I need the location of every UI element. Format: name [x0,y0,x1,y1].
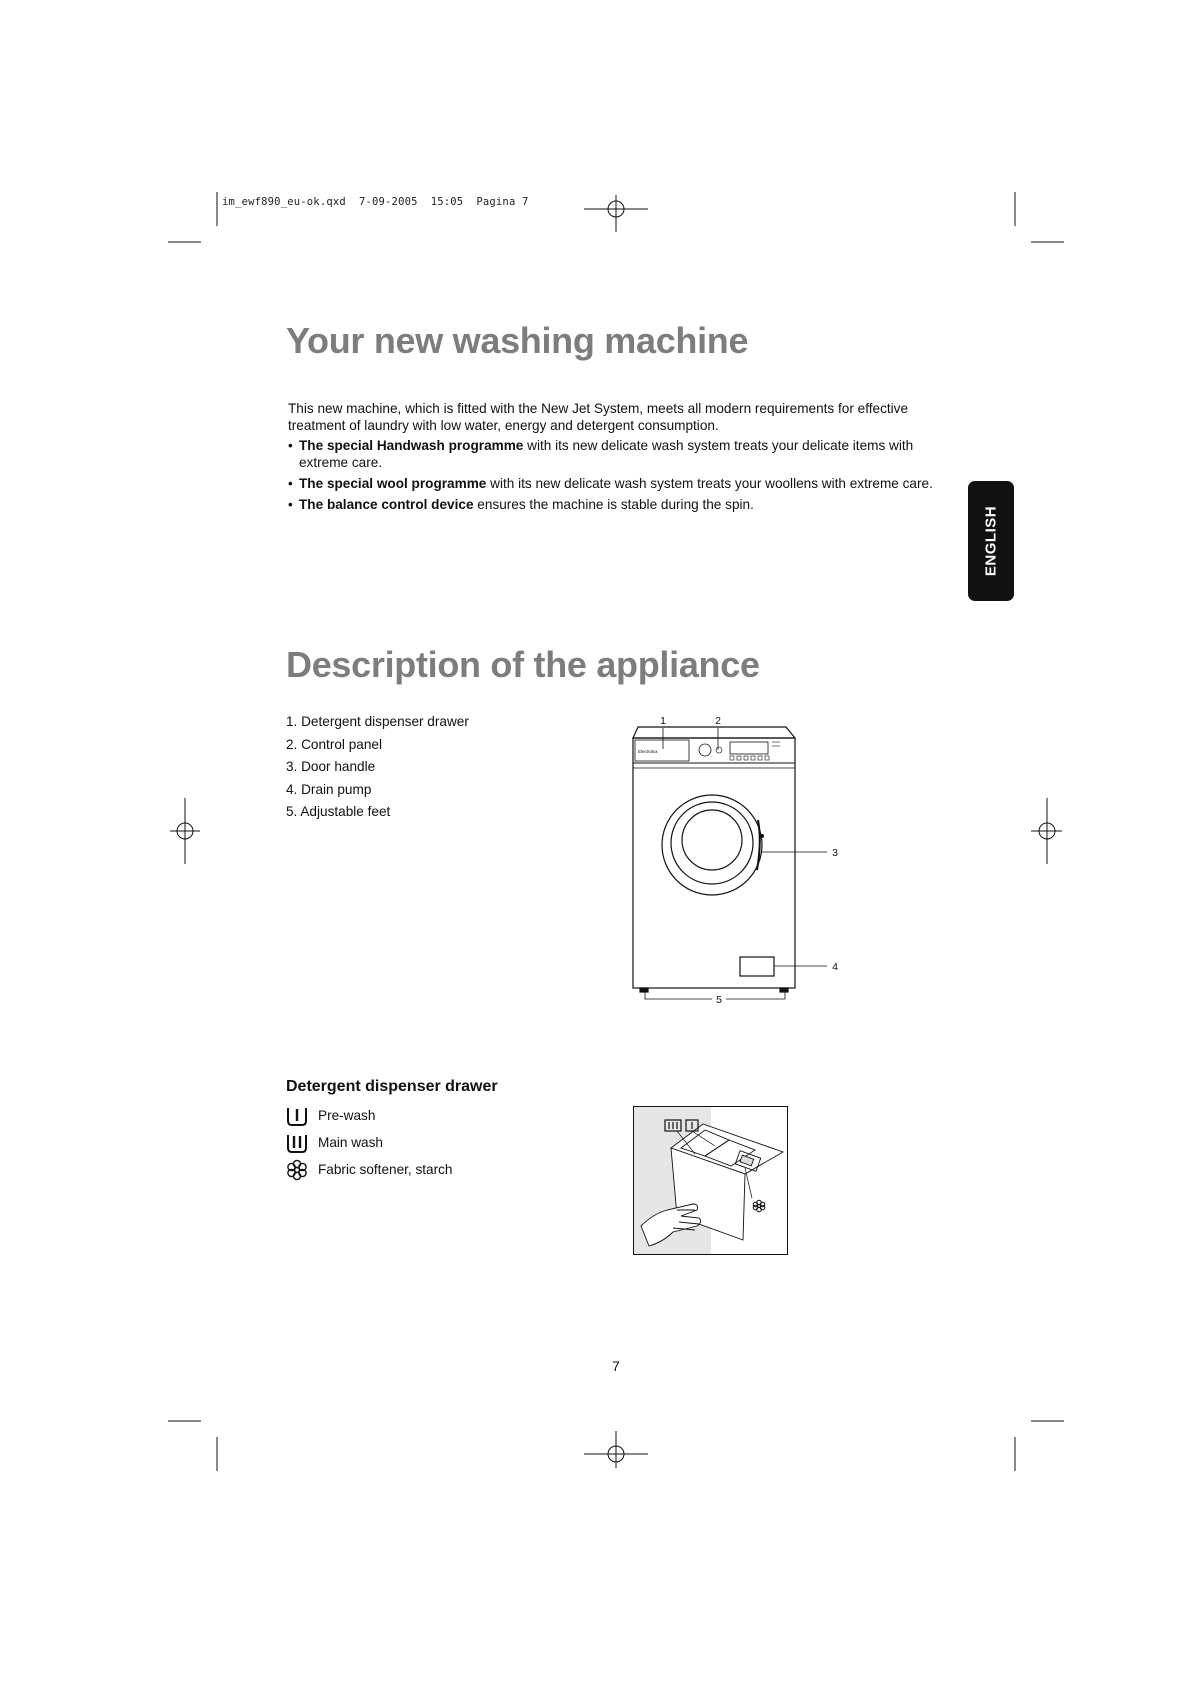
diagram-label-4: 4 [832,961,838,973]
legend-item-main-wash: Main wash [286,1129,452,1156]
language-tab-label: ENGLISH [982,505,1000,577]
drawer-legend [286,1102,452,1183]
diagram-label-2: 2 [715,715,721,727]
diagram-label-3: 3 [832,847,838,859]
parts-list [286,714,469,827]
section-title-description: Description of the appliance [286,644,760,685]
diagram-label-5: 5 [716,994,722,1006]
fabric-softener-icon [286,1159,318,1181]
parts-list-item: 3. Door handle [286,759,376,774]
parts-list-item: 2. Control panel [286,736,382,752]
feature-list [288,437,958,517]
diagram-label-1: 1 [660,715,666,727]
feature-item: • The special wool programme with its new delicate wash system treats your woollens with extreme care. [288,475,958,492]
parts-list-item: 4. Drain pump [286,781,372,797]
language-tab [968,481,1014,601]
dispenser-drawer-illustration [633,1106,788,1255]
main-wash-icon [286,1132,318,1154]
print-slug-line: im_ewf890_eu-ok.qxd 7-09-2005 15:05 Pagina 7 [222,196,529,208]
feature-item: • The special Handwash programme with its new delicate wash system treats your delicate items with extreme care. [288,437,958,471]
washing-machine-diagram [620,712,860,1012]
section-title-new-machine: Your new washing machine [286,320,749,361]
intro-paragraph: This new machine, which is fitted with the New Jet System, meets all modern requirements for effective treatment of laundry with low water, energy and detergent consumption. [288,401,909,433]
legend-item-fabric-softener: Fabric softener, starch [286,1156,452,1183]
legend-item-pre-wash: Pre-wash [286,1102,452,1129]
feature-item: • The balance control device ensures the machine is stable during the spin. [288,496,958,513]
parts-list-item: 1. Detergent dispenser drawer [286,714,469,729]
brand-mark: Electrolux [638,749,658,754]
parts-list-item: 5. Adjustable feet [286,804,391,819]
pre-wash-icon [286,1105,318,1127]
page-number: 7 [612,1358,620,1374]
section-title-drawer: Detergent dispenser drawer [286,1078,498,1095]
